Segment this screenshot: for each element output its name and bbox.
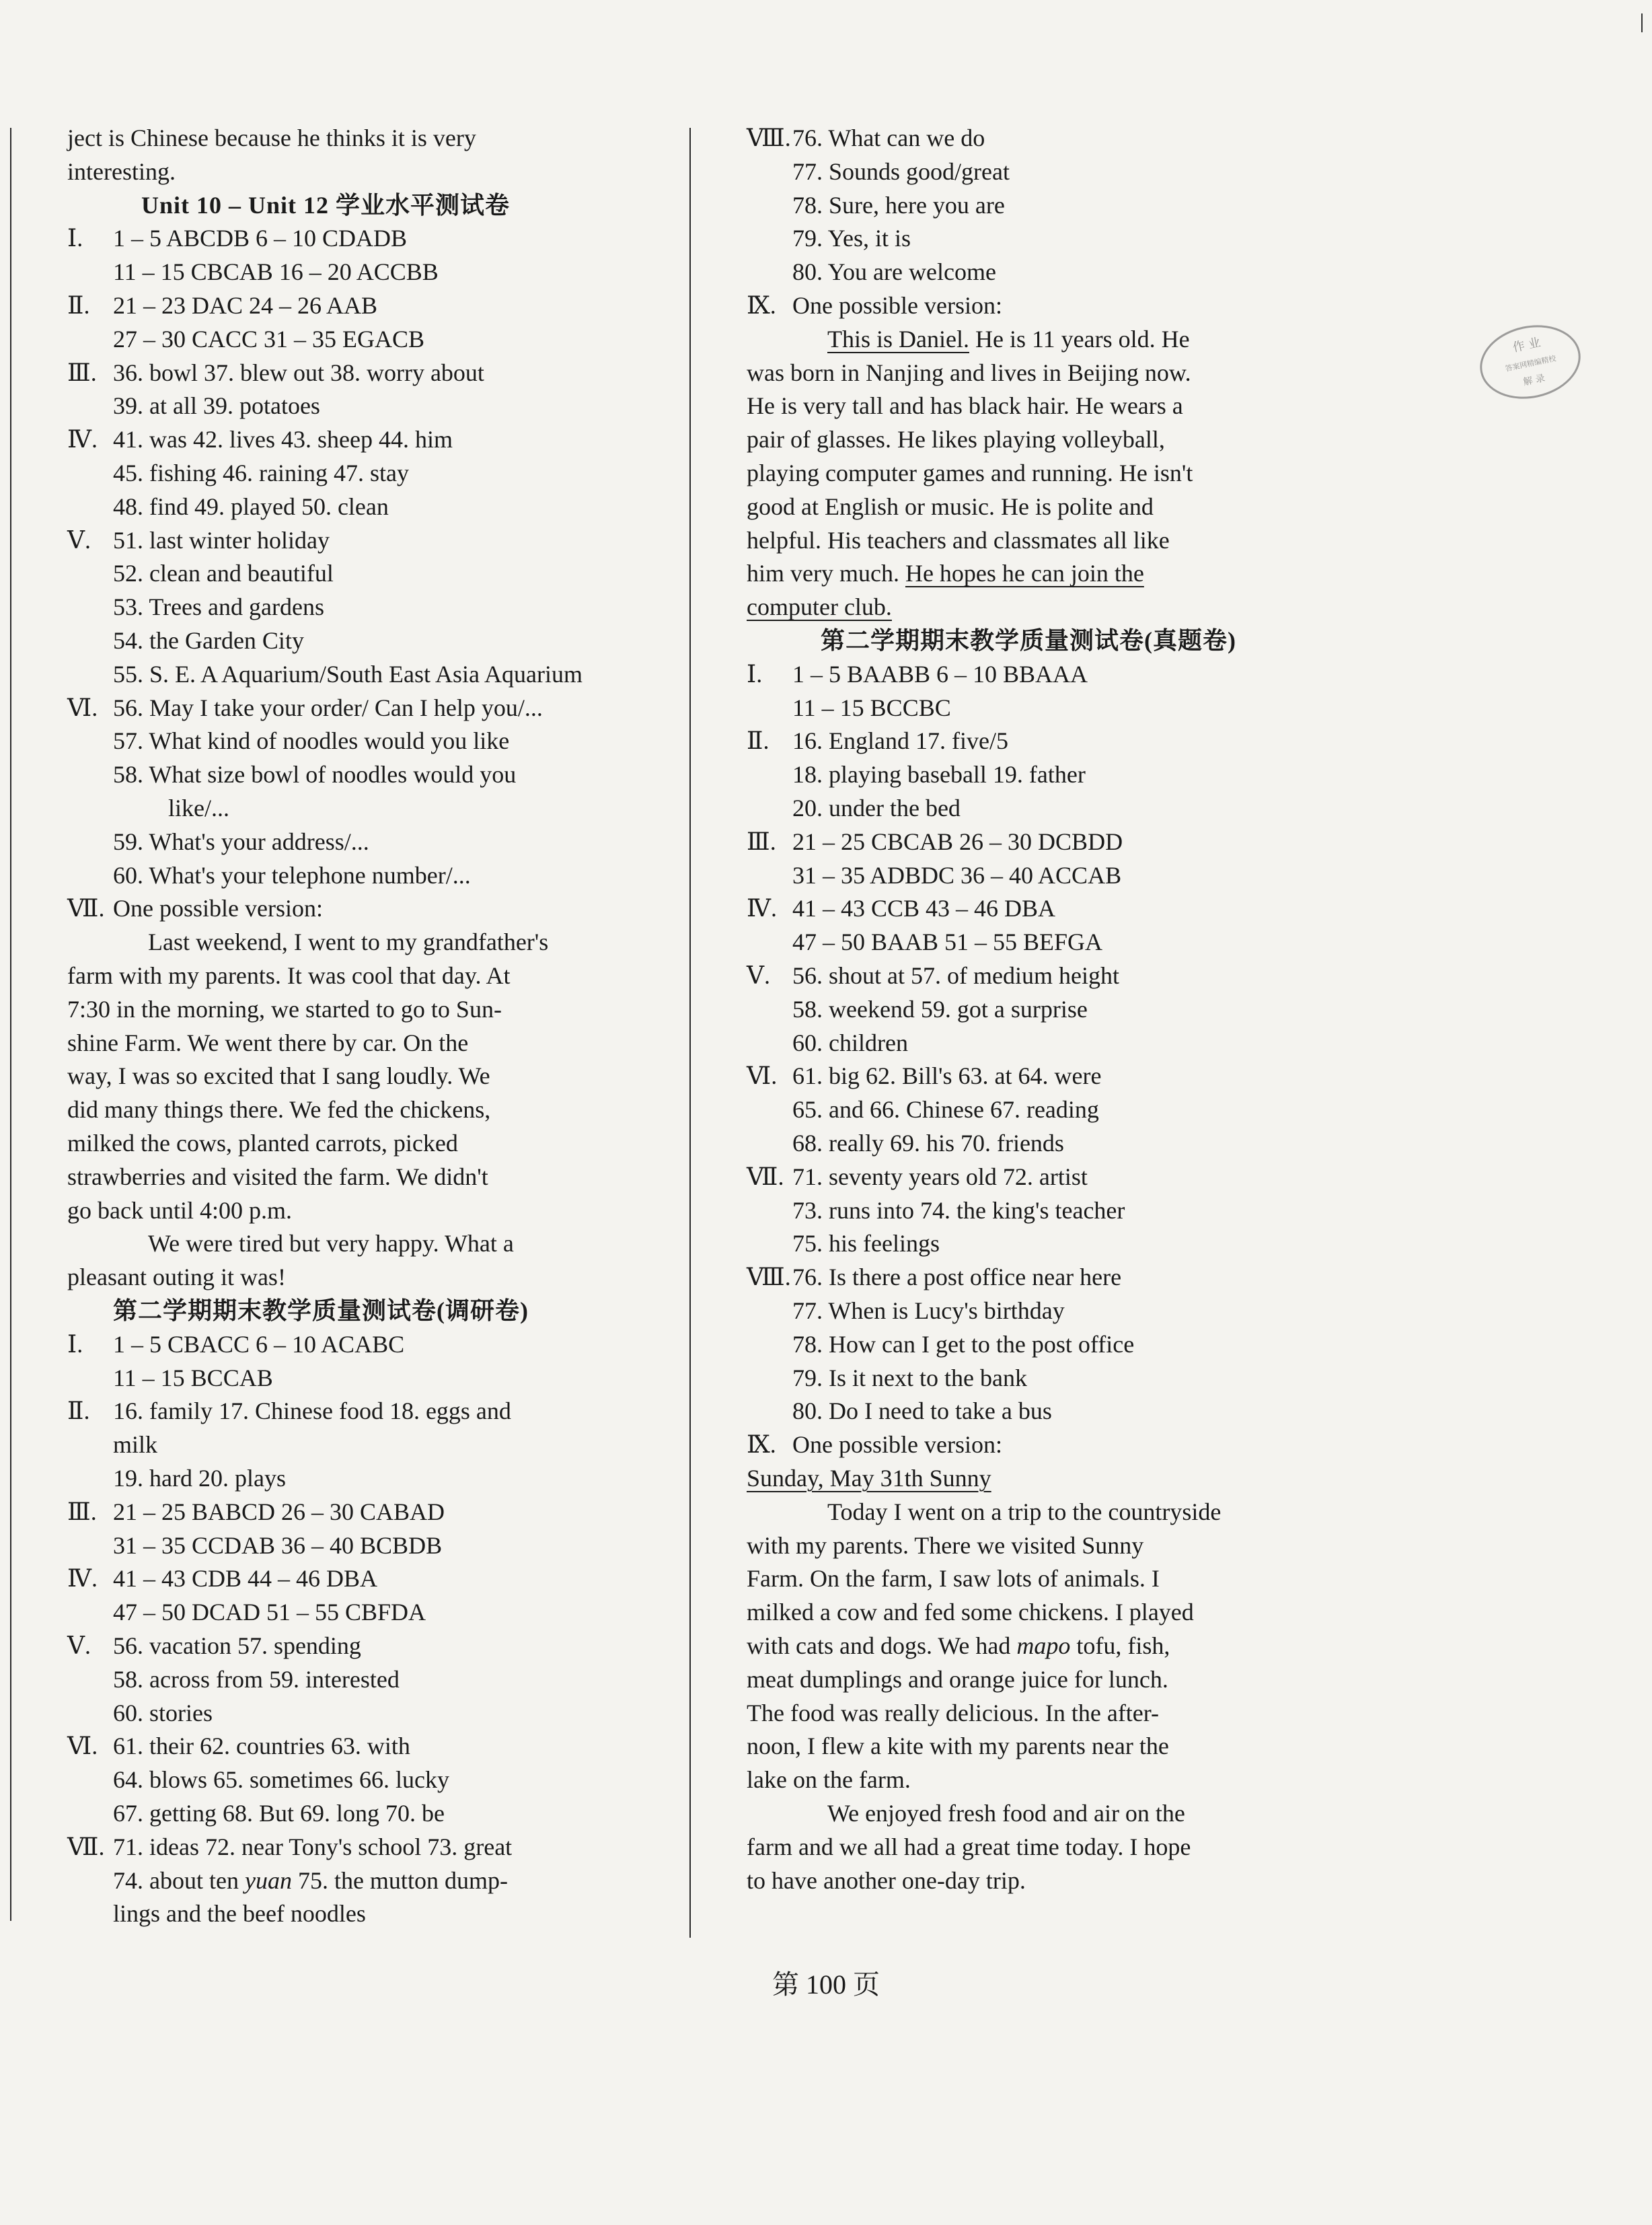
line-text	[792, 1059, 1101, 1093]
section-numeral: Ⅲ.	[747, 828, 776, 855]
line-text	[747, 523, 1170, 557]
line-text	[792, 791, 961, 825]
text-segment: 77. Sounds good/great	[792, 157, 1010, 185]
text-segment: helpful. His teachers and classmates all like	[747, 526, 1170, 554]
text-segment: farm with my parents. It was cool that day. At	[67, 962, 511, 989]
line-text	[113, 1595, 426, 1629]
text-segment: 58. weekend 59. got a surprise	[792, 995, 1088, 1023]
section-numeral: Ⅱ.	[747, 727, 769, 755]
line-text	[113, 456, 409, 490]
text-segment: 48. find 49. played 50. clean	[113, 493, 389, 520]
italic-segment: mapo	[1016, 1632, 1071, 1659]
text-segment: way, I was so excited that I sang loudly. We	[67, 1062, 490, 1090]
text-segment: 31 – 35 ADBDC 36 – 40 ACCAB	[792, 861, 1122, 889]
line-text	[792, 1194, 1125, 1227]
line-text	[113, 389, 320, 423]
text-segment: 79. Yes, it is	[792, 225, 911, 252]
text-segment: 11 – 15 BCCBC	[792, 694, 951, 721]
line-text	[792, 758, 1086, 791]
line-text	[792, 155, 1010, 188]
text-segment: 76. Is there a post office near here	[792, 1264, 1122, 1291]
text-segment: 58. What size bowl of noodles would you	[113, 761, 517, 789]
text-segment: to have another one-day trip.	[747, 1866, 1026, 1894]
text-segment: 74. about ten	[113, 1866, 245, 1894]
line-text	[792, 121, 985, 155]
text-segment: 41 – 43 CCB 43 – 46 DBA	[792, 895, 1056, 922]
line-text	[67, 1160, 488, 1194]
text-segment: 59. What's your address/...	[113, 828, 369, 855]
text-segment: go back until 4:00 p.m.	[67, 1196, 292, 1224]
stamp-top: 作 业	[1511, 335, 1542, 355]
section-numeral: Ⅰ.	[67, 1330, 83, 1358]
text-segment: 21 – 23 DAC 24 – 26 AAB	[113, 292, 378, 319]
line-text	[67, 1093, 490, 1126]
line-text	[792, 1093, 1099, 1126]
text-segment: 41 – 43 CDB 44 – 46 DBA	[113, 1565, 378, 1593]
line-text	[747, 1763, 911, 1796]
text-segment: 52. clean and beautiful	[113, 560, 334, 587]
text-segment: 45. fishing 46. raining 47. stay	[113, 460, 409, 486]
line-text	[67, 959, 511, 992]
text-segment: interesting.	[67, 157, 176, 185]
line-text	[113, 1830, 512, 1864]
section-numeral: Ⅳ.	[67, 426, 98, 453]
line-text	[792, 255, 996, 289]
text-segment: He is 11 years old. He	[969, 325, 1190, 353]
line-text	[792, 724, 1008, 758]
line-text	[747, 590, 892, 624]
line-text	[113, 825, 369, 859]
line-text	[113, 1864, 508, 1897]
line-text	[792, 289, 1002, 322]
text-segment: 21 – 25 CBCAB 26 – 30 DCBDD	[792, 828, 1123, 855]
text-segment: 51. last winter holiday	[113, 526, 330, 554]
line-text	[747, 1830, 1191, 1864]
line-text	[827, 1796, 1185, 1830]
line-text	[113, 556, 334, 590]
text-segment: milk	[113, 1431, 158, 1459]
text-segment: We enjoyed fresh food and air on the	[827, 1800, 1185, 1827]
section-numeral: Ⅵ.	[67, 694, 98, 721]
line-text	[792, 1260, 1121, 1294]
section-numeral: Ⅴ.	[747, 962, 770, 989]
text-segment: 21 – 25 BABCD 26 – 30 CABAD	[113, 1498, 445, 1525]
underlined-segment: This is Daniel.	[827, 325, 969, 353]
left-margin-rule	[10, 128, 11, 1921]
line-text	[113, 1663, 400, 1696]
line-text	[113, 1796, 445, 1830]
line-text	[792, 691, 951, 725]
section-numeral: Ⅶ.	[67, 1833, 105, 1860]
line-text	[113, 1394, 511, 1428]
text-segment: 20. under the bed	[792, 795, 961, 822]
section-numeral: Ⅵ.	[67, 1732, 98, 1760]
column-divider	[689, 128, 691, 1938]
text-segment: 68. really 69. his 70. friends	[792, 1130, 1064, 1157]
text-segment: noon, I flew a kite with my parents near the	[747, 1732, 1169, 1760]
line-text	[113, 1897, 366, 1930]
text-segment: 57. What kind of noodles would you like	[113, 727, 510, 755]
text-segment: 31 – 35 CCDAB 36 – 40 BCBDB	[113, 1531, 443, 1559]
section-numeral: Ⅵ.	[747, 1062, 778, 1090]
line-text	[792, 825, 1123, 859]
line-text	[792, 1126, 1064, 1160]
text-segment: him very much.	[747, 560, 905, 587]
text-segment: 73. runs into 74. the king's teacher	[792, 1196, 1125, 1224]
text-segment: milked the cows, planted carrots, picked	[67, 1130, 458, 1157]
line-text	[141, 188, 510, 222]
line-text	[792, 1160, 1088, 1194]
text-segment: 16. family 17. Chinese food 18. eggs and	[113, 1397, 511, 1425]
text-segment: 61. big 62. Bill's 63. at 64. were	[792, 1062, 1102, 1090]
text-segment: The food was really delicious. In the after-	[747, 1699, 1160, 1726]
line-text	[113, 1696, 213, 1730]
text-segment: 53. Trees and gardens	[113, 593, 324, 621]
text-segment: 60. stories	[113, 1699, 213, 1726]
line-text	[113, 1327, 404, 1361]
section-numeral: Ⅳ.	[747, 895, 777, 922]
line-text	[827, 1495, 1221, 1529]
line-text	[113, 322, 424, 356]
text-segment: 19. hard 20. plays	[113, 1465, 286, 1492]
text-segment: 76. What can we do	[792, 124, 985, 151]
text-segment: 60. What's your telephone number/...	[113, 861, 471, 889]
text-segment: 1 – 5 CBACC 6 – 10 ACABC	[113, 1330, 405, 1358]
line-text	[747, 423, 1165, 456]
line-text	[747, 556, 1144, 590]
section-numeral: Ⅴ.	[67, 526, 91, 554]
line-text	[113, 1495, 445, 1529]
stamp-middle: 答案网精编精校	[1504, 354, 1557, 373]
line-text	[747, 1562, 1160, 1595]
line-text	[113, 859, 471, 892]
text-segment: 47 – 50 DCAD 51 – 55 CBFDA	[113, 1599, 426, 1626]
text-segment: was born in Nanjing and lives in Beijing now.	[747, 359, 1191, 386]
line-text	[113, 1629, 361, 1663]
text-segment: 71. seventy years old 72. artist	[792, 1163, 1088, 1190]
line-text	[792, 188, 1005, 222]
text-segment: 56. shout at 57. of medium height	[792, 962, 1119, 989]
line-text	[67, 155, 176, 188]
text-segment: with cats and dogs. We had	[747, 1632, 1017, 1659]
text-segment: Last weekend, I went to my grandfather's	[148, 928, 549, 956]
text-segment: 65. and 66. Chinese 67. reading	[792, 1096, 1099, 1124]
text-segment: 55. S. E. A Aquarium/South East Asia Aquarium	[113, 660, 583, 688]
line-text	[67, 992, 502, 1026]
text-segment: Today I went on a trip to the countryside	[827, 1498, 1222, 1525]
text-segment: milked a cow and fed some chickens. I played	[747, 1599, 1194, 1626]
line-text	[148, 925, 548, 959]
text-segment: 56. vacation 57. spending	[113, 1632, 361, 1659]
text-segment: good at English or music. He is polite and	[747, 493, 1154, 520]
line-text	[792, 959, 1119, 992]
section-numeral: Ⅲ.	[67, 359, 97, 386]
text-segment: 1 – 5 ABCDB 6 – 10 CDADB	[113, 225, 408, 252]
text-segment: 80. Do I need to take a bus	[792, 1397, 1052, 1425]
line-text	[67, 121, 476, 155]
text-segment: One possible version:	[792, 1431, 1002, 1459]
line-text	[792, 859, 1121, 892]
text-segment: 71. ideas 72. near Tony's school 73. great	[113, 1833, 513, 1860]
text-segment: meat dumplings and orange juice for lunch.	[747, 1665, 1168, 1693]
text-segment: 78. Sure, here you are	[792, 191, 1005, 219]
underlined-segment: Sunday, May 31th Sunny	[747, 1465, 991, 1492]
line-text	[792, 891, 1055, 925]
text-segment: 80. You are welcome	[792, 258, 996, 286]
line-text	[747, 1729, 1169, 1763]
section-numeral: Ⅸ.	[747, 292, 776, 319]
text-segment: did many things there. We fed the chickens,	[67, 1096, 491, 1124]
text-segment: 54. the Garden City	[113, 627, 304, 654]
section-numeral: Ⅰ.	[747, 660, 763, 688]
text-segment: playing computer games and running. He isn't	[747, 460, 1193, 486]
section-numeral: Ⅷ.	[747, 124, 791, 151]
text-segment: 36. bowl 37. blew out 38. worry about	[113, 359, 484, 386]
text-segment: 77. When is Lucy's birthday	[792, 1297, 1065, 1324]
line-text	[113, 356, 484, 390]
line-text	[113, 691, 543, 725]
text-segment: like/...	[168, 795, 229, 822]
section-numeral: Ⅰ.	[67, 225, 83, 252]
line-text	[792, 221, 911, 255]
underlined-segment: He hopes he can join the	[905, 560, 1144, 587]
line-text	[747, 1696, 1159, 1730]
line-text	[67, 1126, 458, 1160]
text-segment: shine Farm. We went there by car. On the	[67, 1029, 469, 1056]
text-segment: One possible version:	[792, 292, 1002, 319]
text-segment: 16. England 17. five/5	[792, 727, 1008, 755]
line-text	[747, 490, 1154, 523]
line-text	[747, 1663, 1168, 1696]
line-text	[113, 657, 583, 691]
line-text	[821, 624, 1236, 657]
text-segment: 58. across from 59. interested	[113, 1665, 400, 1693]
line-text	[747, 1595, 1194, 1629]
italic-segment: yuan	[244, 1866, 292, 1894]
line-text	[792, 925, 1102, 959]
text-segment: 18. playing baseball 19. father	[792, 761, 1086, 789]
line-text	[113, 758, 516, 791]
line-text	[113, 891, 323, 925]
line-text	[113, 1461, 286, 1495]
line-text	[747, 1864, 1026, 1897]
text-segment: 60. children	[792, 1029, 908, 1056]
line-text	[113, 1729, 410, 1763]
line-text	[113, 1361, 273, 1395]
text-segment: 75. the mutton dump-	[291, 1866, 508, 1894]
line-text	[792, 1227, 940, 1260]
section-numeral: Ⅸ.	[747, 1431, 776, 1459]
line-text	[792, 1394, 1052, 1428]
text-segment: 27 – 30 CACC 31 – 35 EGACB	[113, 325, 425, 353]
line-text	[113, 1529, 442, 1562]
homework-stamp	[1469, 312, 1591, 413]
text-segment: Farm. On the farm, I saw lots of animals. I	[747, 1565, 1160, 1593]
text-segment: We were tired but very happy. What a	[148, 1230, 514, 1257]
section-numeral: Ⅱ.	[67, 292, 90, 319]
text-segment: 61. their 62. countries 63. with	[113, 1732, 410, 1760]
text-segment: 39. at all 39. potatoes	[113, 392, 320, 420]
text-segment: farm and we all had a great time today. I hope	[747, 1833, 1191, 1860]
text-segment: lake on the farm.	[747, 1766, 911, 1794]
text-segment: 1 – 5 BAABB 6 – 10 BBAAA	[792, 660, 1088, 688]
text-segment: 41. was 42. lives 43. sheep 44. him	[113, 426, 453, 453]
text-segment: tofu, fish,	[1070, 1632, 1170, 1659]
section-numeral: Ⅶ.	[67, 895, 105, 922]
text-segment: 78. How can I get to the post office	[792, 1330, 1135, 1358]
line-text	[148, 1227, 514, 1260]
text-segment: One possible version:	[113, 895, 323, 922]
section-numeral: Ⅶ.	[747, 1163, 784, 1190]
line-text	[792, 1294, 1065, 1327]
text-segment: 75. his feelings	[792, 1230, 940, 1257]
line-text	[113, 590, 324, 624]
text-segment: 第二学期期末教学质量测试卷(真题卷)	[821, 627, 1236, 654]
line-text	[113, 255, 439, 289]
line-text	[113, 1763, 449, 1796]
text-segment: ject is Chinese because he thinks it is very	[67, 124, 476, 151]
text-segment: lings and the beef noodles	[113, 1900, 366, 1928]
line-text	[113, 423, 453, 456]
line-text	[792, 1026, 908, 1060]
line-text	[113, 724, 509, 758]
page-number: 第 100 页	[772, 1969, 880, 2000]
text-segment: pair of glasses. He likes playing volleyball,	[747, 426, 1165, 453]
text-segment: 第二学期期末教学质量测试卷(调研卷)	[113, 1297, 529, 1324]
text-segment: 64. blows 65. sometimes 66. lucky	[113, 1766, 449, 1794]
text-segment: 11 – 15 CBCAB 16 – 20 ACCBB	[113, 258, 439, 286]
line-text	[113, 1428, 157, 1461]
line-text	[792, 657, 1088, 691]
section-numeral: Ⅴ.	[67, 1632, 91, 1659]
line-text	[168, 791, 229, 825]
text-segment: 11 – 15 BCCAB	[113, 1364, 273, 1391]
line-text	[792, 992, 1088, 1026]
text-segment: with my parents. There we visited Sunny	[747, 1531, 1144, 1559]
line-text	[113, 289, 377, 322]
text-segment: pleasant outing it was!	[67, 1264, 286, 1291]
underlined-segment: computer club.	[747, 593, 892, 621]
section-numeral: Ⅷ.	[747, 1264, 791, 1291]
line-text	[113, 1294, 529, 1327]
section-numeral: Ⅲ.	[67, 1498, 97, 1525]
text-segment: He is very tall and has black hair. He wears a	[747, 392, 1183, 420]
line-text	[747, 389, 1183, 423]
line-text	[747, 1629, 1170, 1663]
text-segment: Unit 10 – Unit 12 学业水平测试卷	[141, 191, 511, 219]
line-text	[113, 624, 304, 657]
line-text	[747, 1529, 1143, 1562]
scan-mark	[1641, 13, 1643, 32]
section-numeral: Ⅱ.	[67, 1397, 90, 1425]
text-segment: 79. Is it next to the bank	[792, 1364, 1027, 1391]
line-text	[67, 1260, 286, 1294]
line-text	[747, 456, 1193, 490]
line-text	[747, 1461, 991, 1495]
line-text	[113, 490, 389, 523]
line-text	[792, 1428, 1002, 1461]
line-text	[67, 1059, 490, 1093]
text-segment: 67. getting 68. But 69. long 70. be	[113, 1800, 445, 1827]
line-text	[113, 1562, 377, 1595]
text-segment: 7:30 in the morning, we started to go to Sun-	[67, 995, 502, 1023]
section-numeral: Ⅳ.	[67, 1565, 98, 1593]
text-segment: strawberries and visited the farm. We didn't	[67, 1163, 488, 1190]
stamp-bottom: 解 录	[1522, 373, 1546, 388]
line-text	[113, 221, 407, 255]
text-segment: 56. May I take your order/ Can I help you/...	[113, 694, 543, 721]
line-text	[113, 523, 330, 557]
line-text	[67, 1026, 468, 1060]
line-text	[792, 1361, 1027, 1395]
line-text	[792, 1327, 1134, 1361]
line-text	[747, 356, 1191, 390]
line-text	[67, 1194, 292, 1227]
text-segment: 47 – 50 BAAB 51 – 55 BEFGA	[792, 928, 1103, 956]
line-text	[827, 322, 1190, 356]
